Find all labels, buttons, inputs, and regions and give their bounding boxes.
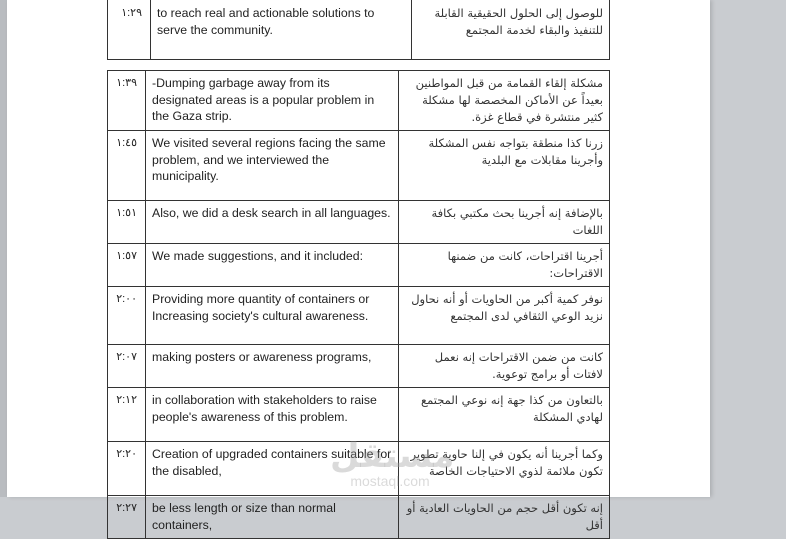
timestamp: ١:٥٧ (108, 244, 146, 287)
transcript-table-top (107, 0, 610, 60)
english-text: be less length or size than normal containers, (146, 496, 399, 539)
arabic-text: بالإضافة إنه أجرينا بحث مكتبي بكافة اللغات (399, 201, 610, 244)
arabic-text: إنه تكون أقل حجم من الحاويات العادية أو أقل (399, 496, 610, 539)
window-edge (0, 0, 7, 497)
table-row (108, 201, 610, 244)
arabic-text: للوصول إلى الحلول الحقيقية القابلة للتنفيذ والبقاء لخدمة المجتمع (412, 0, 610, 60)
timestamp: ٢:٠٧ (108, 345, 146, 388)
english-text: -Dumping garbage away from its designated areas is a popular problem in the Gaza strip. (146, 71, 399, 131)
arabic-text: وكما أجرينا أنه يكون في إلنا حاوية تطوير تكون ملائمة لذوي الاحتياجات الخاصة (399, 442, 610, 496)
english-text: Creation of upgraded containers suitable for the disabled, (146, 442, 399, 496)
arabic-text: أجرينا اقتراحات، كانت من ضمنها الاقتراحات: (399, 244, 610, 287)
table-row (108, 0, 610, 60)
mostaql-watermark: مستقل mostaql.com (330, 436, 455, 489)
table-row (108, 244, 610, 287)
arabic-text: نوفر كمية أكبر من الحاويات أو أنه نحاول نزيد الوعي الثقافي لدى المجتمع (399, 287, 610, 345)
arabic-text: كانت من ضمن الاقتراحات إنه نعمل لافتات أو برامج توعوية. (399, 345, 610, 388)
timestamp: ١:٣٩ (108, 71, 146, 131)
english-text: Providing more quantity of containers or Increasing society's cultural awareness. (146, 287, 399, 345)
timestamp: ٢:٢٧ (108, 496, 146, 539)
table-row (108, 496, 610, 539)
english-text: to reach real and actionable solutions to serve the community. (151, 0, 412, 60)
arabic-text: مشكلة إلقاء القمامة من قبل المواطنين بعيداً عن الأماكن المخصصة لها مشكلة كثير منتشرة في قطاع غزة. (399, 71, 610, 131)
arabic-text: بالتعاون من كذا جهة إنه نوعي المجتمع لهادي المشكلة (399, 388, 610, 442)
table-row (108, 388, 610, 442)
timestamp: ٢:١٢ (108, 388, 146, 442)
english-text: We visited several regions facing the same problem, and we interviewed the municipality. (146, 131, 399, 201)
transcript-table (107, 70, 610, 539)
timestamp: ١:٢٩ (108, 0, 151, 60)
timestamp: ٢:٢٠ (108, 442, 146, 496)
timestamp: ٢:٠٠ (108, 287, 146, 345)
table-row (108, 442, 610, 496)
timestamp: ١:٥١ (108, 201, 146, 244)
english-text: making posters or awareness programs, (146, 345, 399, 388)
table-row (108, 287, 610, 345)
table-row (108, 345, 610, 388)
timestamp: ١:٤٥ (108, 131, 146, 201)
english-text: Also, we did a desk search in all languages. (146, 201, 399, 244)
english-text: in collaboration with stakeholders to raise people's awareness of this problem. (146, 388, 399, 442)
english-text: We made suggestions, and it included: (146, 244, 399, 287)
table-row (108, 71, 610, 131)
table-row (108, 131, 610, 201)
arabic-text: زرنا كذا منطقة بتواجه نفس المشكلة وأجرينا مقابلات مع البلدية (399, 131, 610, 201)
